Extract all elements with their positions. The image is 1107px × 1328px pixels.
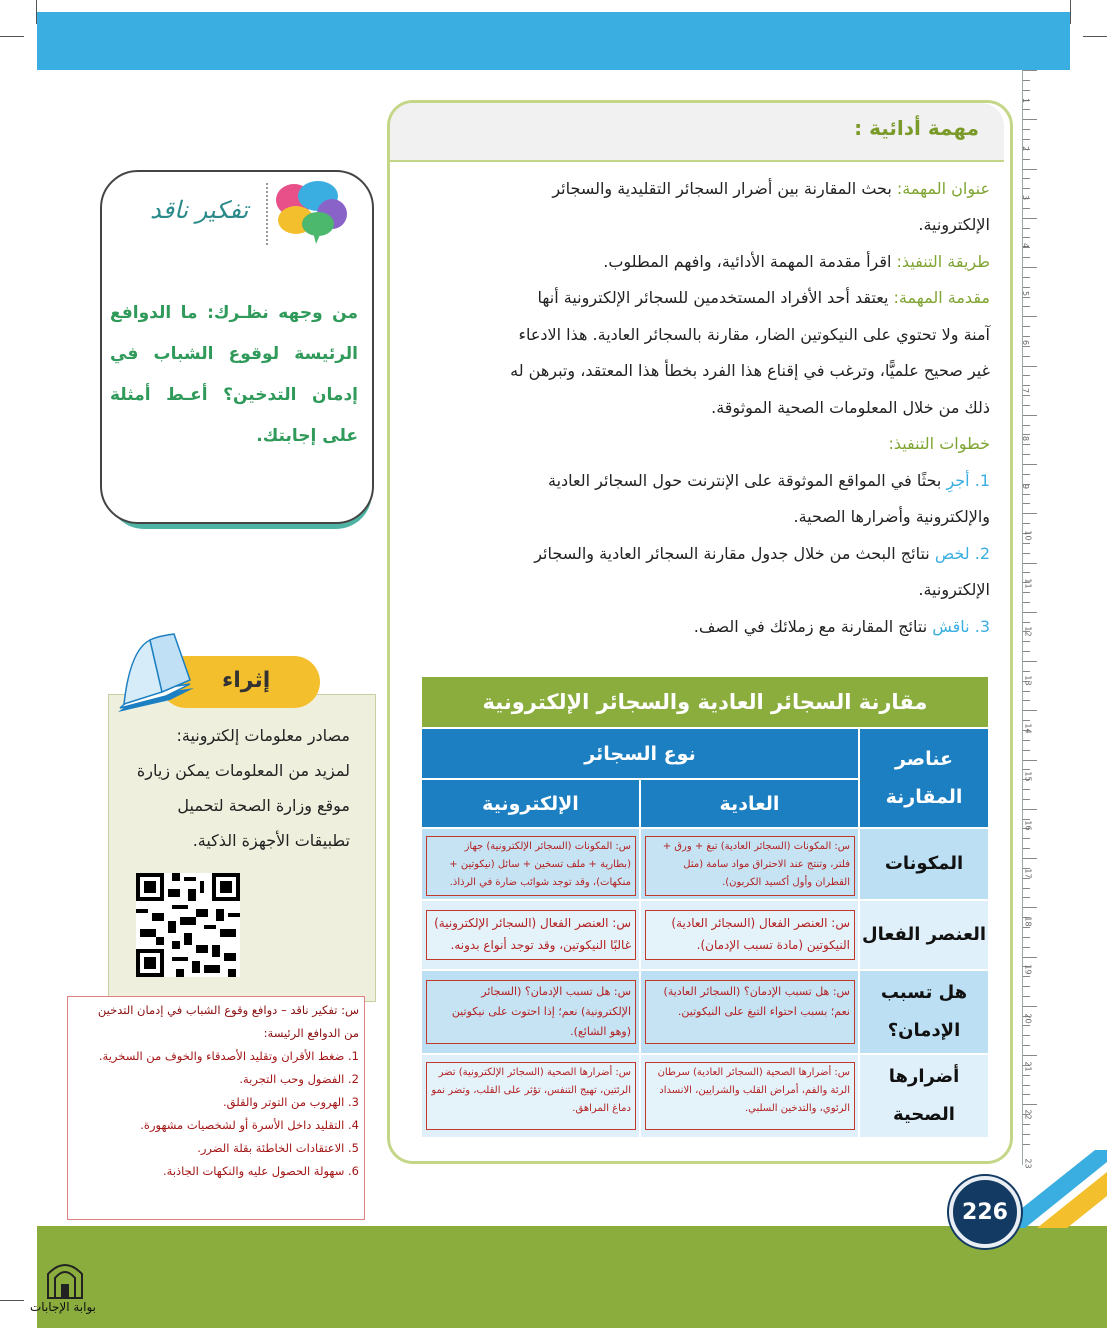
enrichment-title: إثراء xyxy=(222,668,271,693)
note-item: 3. الهروب من التوتر والقلق. xyxy=(222,1095,359,1109)
ruler-tick xyxy=(1023,612,1037,613)
ruler-number: 10 xyxy=(1023,530,1033,541)
page-number-badge: 226 xyxy=(949,1176,1021,1248)
ruler-tick xyxy=(1023,1134,1030,1135)
critical-thinking-title: تفكير ناقد xyxy=(150,196,249,224)
row-label-addiction: هل تسبب الإدمان؟ xyxy=(860,971,988,1053)
ruler-tick xyxy=(1023,671,1030,672)
task-intro-line-2: آمنة ولا تحتوي على النيكوتين الضار، مقارنة بالسجائر العادية. هذا الادعاء xyxy=(518,325,990,344)
ruler-number: 3 xyxy=(1021,194,1031,200)
ruler-tick xyxy=(1023,602,1030,603)
ruler-tick xyxy=(1023,415,1037,416)
enrichment-line: موقع وزارة الصحة لتحميل xyxy=(177,796,350,815)
ruler-tick xyxy=(1023,927,1030,928)
step-1 xyxy=(410,463,990,500)
ruler-tick xyxy=(1023,208,1030,209)
ruler-tick xyxy=(1023,848,1030,849)
ruler-tick xyxy=(1023,592,1030,593)
ruler-tick xyxy=(1023,287,1030,288)
ruler-number: 1 xyxy=(1021,97,1031,104)
ruler-number: 18 xyxy=(1023,916,1033,927)
answer-regular-active: س: العنصر الفعال (السجائر العادية) النيكوتين (مادة تسبب الإدمان). xyxy=(645,910,855,960)
step-text: نتائج المقارنة مع زملائك في الصف. xyxy=(693,617,928,636)
crop-mark xyxy=(0,1300,24,1301)
ruler-tick xyxy=(1023,326,1030,327)
ruler-tick xyxy=(1023,356,1030,357)
ruler-tick xyxy=(1023,809,1037,810)
task-title-line xyxy=(410,171,990,208)
book-icon xyxy=(110,630,200,718)
critical-thinking-question: من وجهه نظـرك: ما الدوافع الرئيسة لوقوع الشباب في إدمان التدخين؟ أعـط أمثلة على إجابتك. xyxy=(110,303,358,446)
ruler-tick xyxy=(1023,838,1030,839)
ruler-tick xyxy=(1023,976,1030,977)
header-elements-label: عناصر المقارنة xyxy=(885,748,963,808)
ruler-tick xyxy=(1023,553,1030,554)
ruler-tick xyxy=(1023,750,1030,751)
ruler-tick xyxy=(1023,375,1030,376)
step-1-line-2: والإلكترونية وأضرارها الصحية. xyxy=(793,507,990,526)
row-label-health-damage: أضرارها الصحية xyxy=(860,1055,988,1137)
ruler-tick xyxy=(1023,228,1030,229)
ruler-tick xyxy=(1023,1035,1030,1036)
step-verb: ناقش xyxy=(932,617,970,636)
enrichment-text xyxy=(118,718,350,858)
note-item: 5. الاعتقادات الخاطئة بقلة الضرر. xyxy=(197,1141,359,1155)
step-2-line-2: الإلكترونية. xyxy=(918,580,990,599)
qr-code-icon[interactable] xyxy=(136,873,240,977)
ruler-tick xyxy=(1023,523,1030,524)
ruler-tick xyxy=(1023,1085,1030,1086)
note-subheading: من الدوافع الرئيسة: xyxy=(263,1026,359,1040)
ruler-tick xyxy=(1023,937,1030,938)
answer-regular-damage: س: أضرارها الصحية (السجائر العادية) سرطان الرئة والفم، أمراض القلب والشرايين، الانسداد الرئوي، والتدخين السلبي. xyxy=(645,1062,855,1130)
ruler-tick xyxy=(1023,444,1030,445)
site-logo-text: بوابة الإجابات xyxy=(30,1300,97,1314)
crop-mark xyxy=(1083,36,1107,37)
steps-label: خطوات التنفيذ: xyxy=(888,434,990,453)
ruler-tick xyxy=(1023,474,1030,475)
ruler-tick xyxy=(1023,237,1030,238)
ruler-tick xyxy=(1023,218,1037,219)
ruler-tick xyxy=(1023,385,1030,386)
ruler-tick xyxy=(1023,267,1037,268)
header-band xyxy=(37,12,1070,70)
ruler-tick xyxy=(1023,70,1037,71)
step-number: 1. xyxy=(974,471,990,490)
ruler-tick xyxy=(1023,464,1037,465)
ruler-tick xyxy=(1023,641,1030,642)
ruler-number: 13 xyxy=(1023,675,1033,686)
note-item: 1. ضغط الأقران وتقليد الأصدقاء والخوف من السخرية. xyxy=(98,1049,359,1063)
ruler-tick xyxy=(1023,1075,1030,1076)
ruler-tick xyxy=(1023,947,1030,948)
note-item: 6. سهولة الحصول عليه والنكهات الجاذبة. xyxy=(163,1164,359,1178)
ruler-tick xyxy=(1023,119,1037,120)
step-verb: لخص xyxy=(934,544,970,563)
ruler-tick xyxy=(1023,405,1030,406)
ruler-tick xyxy=(1023,454,1030,455)
ruler-tick xyxy=(1023,1025,1030,1026)
ruler-tick xyxy=(1023,720,1030,721)
ruler-tick xyxy=(1023,888,1030,889)
enrichment-line: تطبيقات الأجهزة الذكية. xyxy=(192,831,350,850)
note-heading: س: تفكير ناقد – دوافع وقوع الشباب في إدمان التدخين xyxy=(97,1003,359,1017)
ruler-number: 14 xyxy=(1023,723,1033,734)
note-item: 2. الفضول وحب التجربة. xyxy=(239,1072,359,1086)
ruler-tick xyxy=(1023,366,1037,367)
ruler-number: 4 xyxy=(1021,242,1031,248)
ruler-number: 19 xyxy=(1023,964,1033,975)
ruler-number: 17 xyxy=(1023,868,1033,879)
ruler-number: 16 xyxy=(1023,819,1033,831)
answer-regular-addiction: س: هل تسبب الإدمان؟ (السجائر العادية) نعم؛ بسبب احتواء التبغ على النيكوتين. xyxy=(645,980,855,1044)
ruler-number: 11 xyxy=(1023,578,1033,589)
ruler-tick xyxy=(1023,700,1030,701)
ruler-tick xyxy=(1023,336,1030,337)
answer-electronic-damage: س: أضرارها الصحية (السجائر الإلكترونية) تضر الرئتين، تهيج التنفس، تؤثر على القلب، وتضر نمو دماغ المراهق. xyxy=(426,1062,636,1130)
answer-electronic-active: س: العنصر الفعال (السجائر الإلكترونية) غالبًا النيكوتين، وقد توجد أنواع بدونه. xyxy=(426,910,636,960)
ruler-tick xyxy=(1023,563,1037,564)
header-elements xyxy=(860,729,988,827)
ruler-tick xyxy=(1023,651,1030,652)
table-title: مقارنة السجائر العادية والسجائر الإلكترونية xyxy=(422,677,988,727)
ruler-tick xyxy=(1023,90,1030,91)
ruler-tick xyxy=(1023,740,1030,741)
ruler-tick xyxy=(1023,799,1030,800)
ruler-tick xyxy=(1023,513,1037,514)
answer-electronic-components: س: المكونات (السجائر الإلكترونية) جهاز (بطارية + ملف تسخين + سائل (نيكوتين + منكهات)، وقد توجد شوائب ضارة في الرذاذ. xyxy=(426,836,636,896)
ruler-tick xyxy=(1023,1124,1030,1125)
ruler-tick xyxy=(1023,907,1037,908)
ruler-tick xyxy=(1023,297,1030,298)
answer-note xyxy=(67,996,365,1220)
ruler-tick xyxy=(1023,691,1030,692)
answer-electronic-addiction: س: هل تسبب الإدمان؟ (السجائر الإلكترونية) نعم؛ إذا احتوت على نيكوتين (وهو الشائع). xyxy=(426,980,636,1044)
task-title-label: عنوان المهمة: xyxy=(896,179,990,198)
enrichment-line: مصادر معلومات إلكترونية: xyxy=(176,726,350,745)
ruler-tick xyxy=(1023,346,1030,347)
intro-text: يعتقد أحد الأفراد المستخدمين للسجائر الإلكترونية أنها xyxy=(537,288,889,307)
answer-regular-components: س: المكونات (السجائر العادية) تبغ + ورق + فلتر، وتنتج عند الاحتراق مواد سامة (مثل القطران وأول أكسيد الكربون). xyxy=(645,836,855,896)
ruler-tick xyxy=(1023,1045,1030,1046)
ruler-number: 23 xyxy=(1023,1158,1033,1169)
crop-mark xyxy=(0,36,24,37)
ruler-number: 21 xyxy=(1023,1061,1033,1072)
ruler-tick xyxy=(1023,139,1030,140)
crop-mark xyxy=(1070,0,1071,24)
step-verb: أجرِ xyxy=(946,471,970,490)
ruler-tick xyxy=(1023,159,1030,160)
header-regular: العادية xyxy=(641,780,858,827)
brain-icon xyxy=(272,178,348,246)
step-text: بحثًا في المواقع الموثوقة على الإنترنت حول السجائر العادية xyxy=(548,471,942,490)
ruler-tick xyxy=(1023,1006,1037,1007)
ruler-number: 22 xyxy=(1023,1109,1033,1120)
row-label-components: المكونات xyxy=(860,829,988,899)
ruler-number: 12 xyxy=(1023,626,1033,637)
ruler-tick xyxy=(1023,897,1030,898)
ruler-tick xyxy=(1023,710,1037,711)
row-label-active-ingredient: العنصر الفعال xyxy=(860,901,988,969)
ruler-tick xyxy=(1023,858,1037,859)
ruler-tick xyxy=(1023,306,1030,307)
ruler-tick xyxy=(1023,760,1037,761)
ruler-tick xyxy=(1023,1094,1030,1095)
ruler-number: 8 xyxy=(1021,436,1031,442)
ruler-tick xyxy=(1023,769,1030,770)
ruler-tick xyxy=(1023,622,1030,623)
ruler-tick xyxy=(1023,503,1030,504)
step-number: 2. xyxy=(974,544,990,563)
ruler-tick xyxy=(1023,316,1037,317)
ruler-tick xyxy=(1023,1144,1030,1145)
ruler-tick xyxy=(1023,178,1030,179)
ruler-tick xyxy=(1023,257,1030,258)
ruler-tick xyxy=(1023,1104,1037,1105)
ruler-tick xyxy=(1023,109,1030,110)
ruler-number: 2 xyxy=(1021,146,1031,152)
task-title-text: بحث المقارنة بين أضرار السجائر التقليدية والسجائر xyxy=(552,179,892,198)
step-3 xyxy=(410,609,990,646)
task-title: مهمة أدائية : xyxy=(854,116,979,140)
enrichment-line: لمزيد من المعلومات يمكن زيارة xyxy=(136,761,350,780)
footer-band xyxy=(37,1226,1107,1328)
ruler-tick xyxy=(1023,957,1037,958)
method-label: طريقة التنفيذ: xyxy=(896,252,990,271)
step-number: 3. xyxy=(974,617,990,636)
note-item: 4. التقليد داخل الأسرة أو لشخصيات مشهورة. xyxy=(140,1118,359,1132)
critical-title-separator xyxy=(266,183,268,245)
method-text: اقرأ مقدمة المهمة الأدائية، وافهم المطلوب. xyxy=(603,252,892,271)
step-2 xyxy=(410,536,990,573)
ruler-number: 15 xyxy=(1023,771,1033,782)
ruler-tick xyxy=(1023,996,1030,997)
ruler-number: 9 xyxy=(1021,484,1031,490)
ruler-tick xyxy=(1023,661,1037,662)
task-method-line xyxy=(410,244,990,281)
header-electronic: الإلكترونية xyxy=(422,780,639,827)
ruler-number: 7 xyxy=(1021,387,1031,393)
ruler-tick xyxy=(1023,169,1037,170)
ruler-tick xyxy=(1023,80,1030,81)
header-type: نوع السجائر xyxy=(422,729,858,778)
ruler-number: 5 xyxy=(1021,291,1031,297)
ruler-tick xyxy=(1023,395,1030,396)
gate-logo-icon xyxy=(44,1256,86,1300)
ruler-number: 6 xyxy=(1021,339,1031,345)
ruler-tick xyxy=(1023,1055,1037,1056)
ruler-tick xyxy=(1023,129,1030,130)
step-text: نتائج البحث من خلال جدول مقارنة السجائر العادية والسجائر xyxy=(534,544,930,563)
task-intro-line-4: ذلك من خلال المعلومات الصحية الموثوقة. xyxy=(711,398,990,417)
ruler-tick xyxy=(1023,188,1030,189)
ruler-tick xyxy=(1023,277,1030,278)
ruler-tick xyxy=(1023,425,1030,426)
task-intro-line xyxy=(410,280,990,317)
ruler-tick xyxy=(1023,494,1030,495)
task-intro-line-3: غير صحيح علميًّا، وترغب في إقناع هذا الفرد بخطأ هذا المعتقد، وتبرهن له xyxy=(510,361,990,380)
task-title-line-2: الإلكترونية. xyxy=(918,215,990,234)
ruler-tick xyxy=(1023,986,1030,987)
ruler-tick xyxy=(1023,543,1030,544)
ruler xyxy=(1021,70,1069,1169)
intro-label: مقدمة المهمة: xyxy=(893,288,990,307)
ruler-tick xyxy=(1023,789,1030,790)
ruler-number: 20 xyxy=(1023,1013,1033,1024)
ruler-tick xyxy=(1023,572,1030,573)
